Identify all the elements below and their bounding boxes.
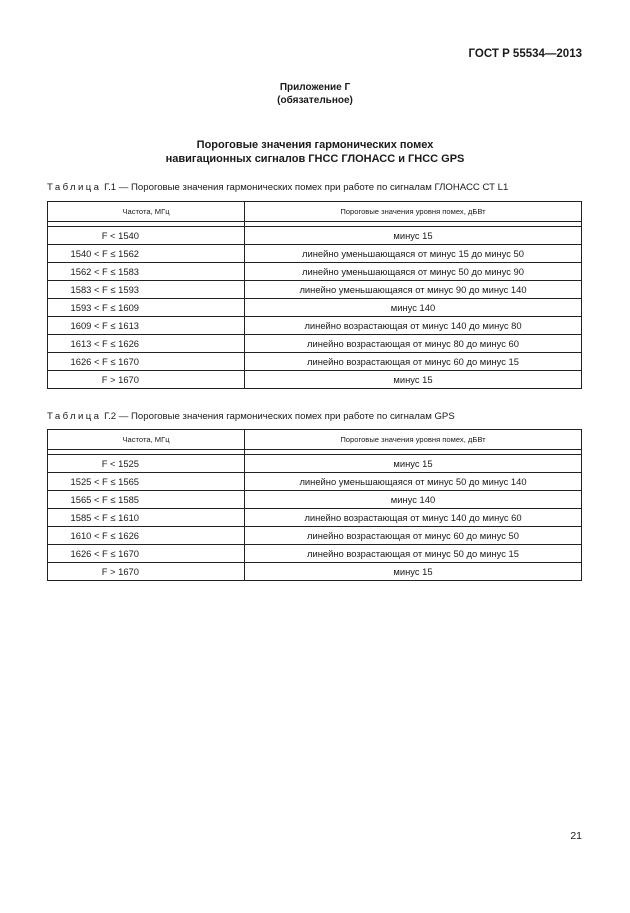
threshold-level-cell: линейно возрастающая от минус 50 до минус 15 [245, 545, 582, 563]
frequency-value: 1609 < F ≤ 1613 [70, 320, 139, 331]
frequency-value: 1626 < F ≤ 1670 [70, 548, 139, 559]
table-row [48, 545, 582, 563]
frequency-value: 1610 < F ≤ 1626 [70, 530, 139, 541]
section-title-line2: навигационных сигналов ГНСС ГЛОНАСС и ГНСС GPS [165, 153, 465, 165]
frequency-value: 1565 < F ≤ 1585 [70, 494, 139, 505]
threshold-level-cell: линейно уменьшающаяся от минус 50 до минус 90 [245, 263, 582, 281]
table2-col-level: Пороговые значения уровня помех, дБВт [245, 430, 582, 450]
frequency-value: F < 1525 [101, 458, 139, 469]
table-row [48, 509, 582, 527]
frequency-cell [48, 335, 245, 353]
appendix-title: Приложение Г [279, 82, 351, 93]
page-number: 21 [570, 830, 582, 842]
frequency-cell [48, 353, 245, 371]
frequency-value: 1585 < F ≤ 1610 [70, 512, 139, 523]
frequency-cell [48, 299, 245, 317]
section-title [0, 138, 630, 166]
table1-header-row [48, 202, 582, 222]
frequency-cell [48, 509, 245, 527]
table1-caption-text: Г.1 — Пороговые значения гармонических помех при работе по сигналам ГЛОНАСС СТ L1 [101, 182, 509, 193]
standard-code: ГОСТ Р 55534—2013 [468, 48, 582, 60]
frequency-cell [48, 263, 245, 281]
frequency-cell [48, 227, 245, 245]
table-row [48, 353, 582, 371]
table2 [47, 429, 582, 581]
table-row [48, 299, 582, 317]
threshold-level-cell: линейно возрастающая от минус 60 до минус 15 [245, 353, 582, 371]
table-row [48, 473, 582, 491]
threshold-level-cell: линейно возрастающая от минус 60 до минус 50 [245, 527, 582, 545]
frequency-value: 1562 < F ≤ 1583 [70, 266, 139, 277]
frequency-value: F > 1670 [101, 374, 139, 385]
frequency-value: 1525 < F ≤ 1565 [70, 476, 139, 487]
threshold-level-cell: линейно уменьшающаяся от минус 15 до минус 50 [245, 245, 582, 263]
threshold-level-cell: линейно возрастающая от минус 140 до минус 80 [245, 317, 582, 335]
frequency-cell [48, 527, 245, 545]
threshold-level-cell: линейно уменьшающаяся от минус 90 до минус 140 [245, 281, 582, 299]
threshold-level-cell: минус 140 [245, 491, 582, 509]
table-row [48, 281, 582, 299]
frequency-value: F < 1540 [101, 230, 139, 241]
frequency-value: F > 1670 [101, 566, 139, 577]
table2-caption-text: Г.2 — Пороговые значения гармонических помех при работе по сигналам GPS [101, 411, 455, 422]
appendix-heading [0, 81, 630, 107]
table-row [48, 335, 582, 353]
table-row [48, 455, 582, 473]
frequency-value: 1593 < F ≤ 1609 [70, 302, 139, 313]
frequency-cell [48, 371, 245, 389]
threshold-level-cell: линейно возрастающая от минус 80 до минус 60 [245, 335, 582, 353]
threshold-level-cell: минус 15 [245, 563, 582, 581]
frequency-cell [48, 317, 245, 335]
threshold-level-cell: линейно уменьшающаяся от минус 50 до минус 140 [245, 473, 582, 491]
table-row [48, 527, 582, 545]
threshold-level-cell: минус 15 [245, 371, 582, 389]
table-row [48, 263, 582, 281]
table1-col-frequency: Частота, МГц [48, 202, 245, 222]
table-row [48, 317, 582, 335]
frequency-cell [48, 563, 245, 581]
frequency-cell [48, 281, 245, 299]
frequency-value: 1540 < F ≤ 1562 [70, 248, 139, 259]
appendix-status: (обязательное) [277, 95, 353, 106]
threshold-level-cell: линейно возрастающая от минус 140 до минус 60 [245, 509, 582, 527]
table-row [48, 491, 582, 509]
table1-caption [47, 182, 508, 193]
table-row [48, 227, 582, 245]
table1-caption-label: Таблица [47, 182, 102, 193]
table2-header-row [48, 430, 582, 450]
table1-col-level: Пороговые значения уровня помех, дБВт [245, 202, 582, 222]
table-row [48, 245, 582, 263]
threshold-level-cell: минус 15 [245, 455, 582, 473]
frequency-cell [48, 473, 245, 491]
frequency-cell [48, 491, 245, 509]
frequency-cell [48, 545, 245, 563]
table2-col-frequency: Частота, МГц [48, 430, 245, 450]
frequency-value: 1626 < F ≤ 1670 [70, 356, 139, 367]
table1 [47, 201, 582, 389]
table2-caption-label: Таблица [47, 411, 102, 422]
frequency-cell [48, 455, 245, 473]
table-row [48, 563, 582, 581]
frequency-value: 1583 < F ≤ 1593 [70, 284, 139, 295]
section-title-line1: Пороговые значения гармонических помех [196, 139, 434, 151]
threshold-level-cell: минус 140 [245, 299, 582, 317]
threshold-level-cell: минус 15 [245, 227, 582, 245]
frequency-value: 1613 < F ≤ 1626 [70, 338, 139, 349]
table2-caption [47, 411, 455, 422]
table-row [48, 371, 582, 389]
frequency-cell [48, 245, 245, 263]
